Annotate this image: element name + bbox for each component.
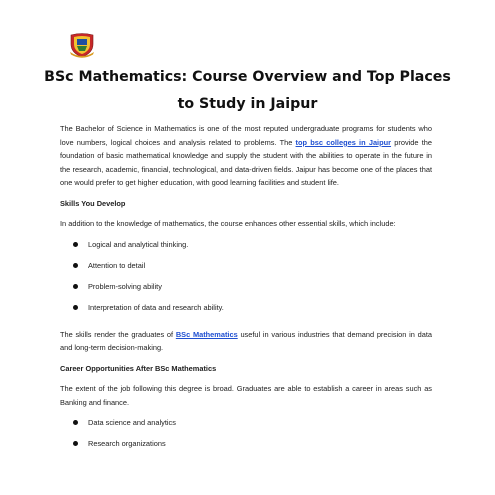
list-item-label: Logical and analytical thinking. xyxy=(88,239,189,249)
list-item xyxy=(60,259,432,280)
title-line-1: BSc Mathematics: Course Overview and Top Places xyxy=(44,69,451,85)
college-logo-icon xyxy=(68,32,96,58)
bullet-icon xyxy=(73,263,78,268)
top-bsc-colleges-link[interactable]: top bsc colleges in Jaipur xyxy=(295,137,392,147)
list-item xyxy=(60,416,432,437)
list-item xyxy=(60,301,432,322)
career-heading: Career Opportunities After BSc Mathematics xyxy=(60,363,217,373)
graduates-text-2: useful in various industries that demand precision in data and long-term decision-making. xyxy=(60,329,432,352)
list-item-label: Attention to detail xyxy=(88,260,146,270)
title-line-2: to Study in Jaipur xyxy=(177,96,318,112)
list-item xyxy=(60,280,432,301)
page-title xyxy=(40,64,455,118)
bullet-icon xyxy=(73,441,78,446)
list-item-label: Interpretation of data and research ability. xyxy=(88,302,224,312)
graduates-paragraph xyxy=(60,328,432,355)
list-item-label: Problem-solving ability xyxy=(88,281,162,291)
bullet-icon xyxy=(73,242,78,247)
list-item-label: Research organizations xyxy=(88,439,166,448)
list-item xyxy=(60,437,432,458)
bullet-icon xyxy=(73,305,78,310)
skills-list xyxy=(60,238,432,322)
bsc-mathematics-link[interactable]: BSc Mathematics xyxy=(175,329,238,339)
career-list xyxy=(60,416,432,458)
article-body xyxy=(60,122,432,464)
graduates-text-1: The skills render the graduates of xyxy=(60,329,176,339)
career-intro: The extent of the job following this degree is broad. Graduates are able to establish a career in areas such as Banking and finance. xyxy=(60,384,432,407)
skills-heading: Skills You Develop xyxy=(60,198,126,208)
bullet-icon xyxy=(73,284,78,289)
list-item xyxy=(60,238,432,259)
intro-paragraph xyxy=(60,122,432,190)
intro-text-2: provide the foundation of basic mathematical knowledge and supply the student with the abilities to operate in the future in the research, academic, financial, technological, and data-driven fields. Jaipur has become one of the places that one would prefer to get higher education, with good learning facilities and student life. xyxy=(60,137,433,187)
intro-text-1: The Bachelor of Science in Mathematics is one of the most reputed undergraduate programs for students who love numbers, logical choices and analysis related to problems. The xyxy=(60,124,432,147)
bullet-icon xyxy=(73,420,78,425)
skills-intro: In addition to the knowledge of mathematics, the course enhances other essential skills, which include: xyxy=(60,219,396,228)
list-item-label: Data science and analytics xyxy=(88,418,176,427)
